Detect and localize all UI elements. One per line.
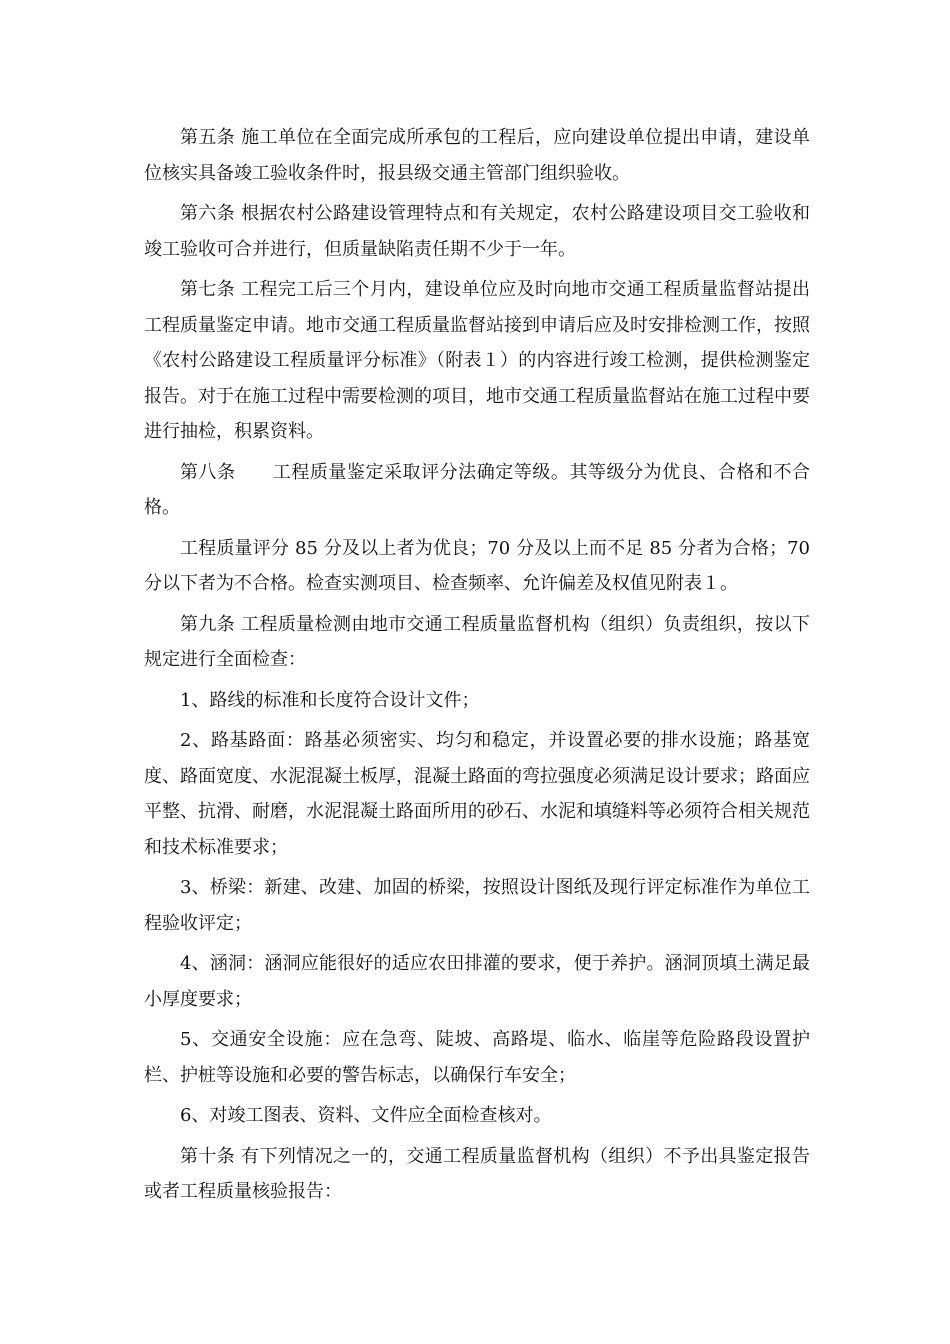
list-item-safety-facilities: 5、交通安全设施：应在急弯、陡坡、高路堤、临水、临崖等危险路段设置护栏、护桩等设施和必要的警告标志，以确保行车安全； — [144, 1029, 810, 1086]
list-item-bridges: 3、桥梁：新建、改建、加固的桥梁，按照设计图纸及现行评定标准作为单位工程验收评定； — [144, 877, 810, 934]
document-body — [144, 120, 816, 1215]
list-item-documents-check: 6、对竣工图表、资料、文件应全面检查核对。 — [180, 1105, 552, 1126]
paragraph-article-9: 第九条 工程质量检测由地市交通工程质量监督机构（组织）负责组织，按以下规定进行全面检查： — [144, 613, 810, 670]
paragraph-article-6: 第六条 根据农村公路建设管理特点和有关规定，农村公路建设项目交工验收和竣工验收可合并进行，但质量缺陷责任期不少于一年。 — [144, 203, 810, 260]
paragraph-quality-score: 工程质量评分 85 分及以上者为优良；70 分及以上而不足 85 分者为合格；70 分以下者为不合格。检查实测项目、检查频率、允许偏差及权值见附表１。 — [144, 537, 816, 594]
paragraph-article-7: 第七条 工程完工后三个月内，建设单位应及时向地市交通工程质量监督站提出工程质量鉴定申请。地市交通工程质量监督站接到申请后应及时安排检测工作，按照《农村公路建设工程质量评分标准》（附表１）的内容进行竣工检测，提供检测鉴定报告。对于在施工过程中需要检测的项目，地市交通工程质量监督站在施工过程中要进行抽检，积累资料。 — [144, 279, 810, 442]
list-item-roadbed-pavement: 2、路基路面：路基必须密实、均匀和稳定，并设置必要的排水设施；路基宽度、路面宽度、水泥混凝土板厚，混凝土路面的弯拉强度必须满足设计要求；路面应平整、抗滑、耐磨，水泥混凝土路面所用的砂石、水泥和填缝料等必须符合相关规范和技术标准要求； — [144, 730, 810, 858]
paragraph-article-10: 第十条 有下列情况之一的，交通工程质量监督机构（组织）不予出具鉴定报告或者工程质量核验报告： — [144, 1145, 810, 1202]
paragraph-article-5: 第五条 施工单位在全面完成所承包的工程后，应向建设单位提出申请，建设单位核实具备竣工验收条件时，报县级交通主管部门组织验收。 — [144, 127, 810, 184]
list-item-culverts: 4、涵洞：涵洞应能很好的适应农田排灌的要求，便于养护。涵洞顶填土满足最小厚度要求； — [144, 953, 810, 1010]
list-item-route: 1、路线的标准和长度符合设计文件； — [180, 689, 480, 711]
paragraph-article-8: 第八条 工程质量鉴定采取评分法确定等级。其等级分为优良、合格和不合格。 — [144, 461, 810, 518]
